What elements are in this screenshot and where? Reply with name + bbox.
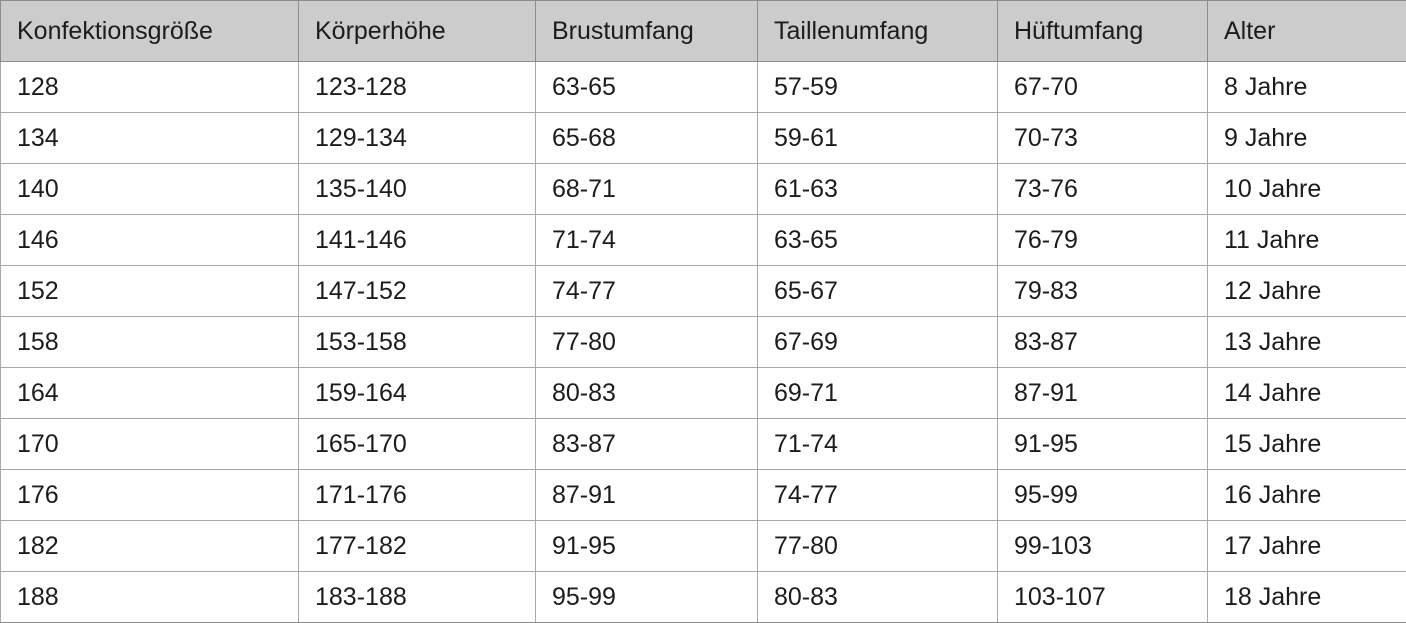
cell-hueftumfang: 67-70	[998, 62, 1208, 113]
cell-brustumfang: 80-83	[536, 368, 758, 419]
cell-alter: 10 Jahre	[1208, 164, 1406, 215]
cell-alter: 12 Jahre	[1208, 266, 1406, 317]
cell-brustumfang: 87-91	[536, 470, 758, 521]
cell-hueftumfang: 79-83	[998, 266, 1208, 317]
cell-konfektionsgroesse: 146	[1, 215, 299, 266]
cell-konfektionsgroesse: 164	[1, 368, 299, 419]
cell-hueftumfang: 103-107	[998, 572, 1208, 623]
cell-taillenumfang: 57-59	[758, 62, 998, 113]
cell-koerperhoehe: 147-152	[299, 266, 536, 317]
table-row	[1, 368, 1406, 419]
cell-konfektionsgroesse: 158	[1, 317, 299, 368]
table-row	[1, 62, 1406, 113]
cell-alter: 17 Jahre	[1208, 521, 1406, 572]
column-header-koerperhoehe: Körperhöhe	[299, 1, 536, 62]
cell-koerperhoehe: 159-164	[299, 368, 536, 419]
cell-koerperhoehe: 153-158	[299, 317, 536, 368]
cell-taillenumfang: 63-65	[758, 215, 998, 266]
cell-brustumfang: 91-95	[536, 521, 758, 572]
table-row	[1, 521, 1406, 572]
cell-hueftumfang: 70-73	[998, 113, 1208, 164]
table-row	[1, 572, 1406, 623]
cell-koerperhoehe: 123-128	[299, 62, 536, 113]
cell-taillenumfang: 71-74	[758, 419, 998, 470]
table-header-row	[1, 1, 1406, 62]
cell-alter: 18 Jahre	[1208, 572, 1406, 623]
cell-hueftumfang: 91-95	[998, 419, 1208, 470]
cell-taillenumfang: 80-83	[758, 572, 998, 623]
cell-konfektionsgroesse: 128	[1, 62, 299, 113]
cell-taillenumfang: 74-77	[758, 470, 998, 521]
cell-hueftumfang: 83-87	[998, 317, 1208, 368]
cell-alter: 11 Jahre	[1208, 215, 1406, 266]
cell-hueftumfang: 87-91	[998, 368, 1208, 419]
table-row	[1, 113, 1406, 164]
cell-taillenumfang: 69-71	[758, 368, 998, 419]
cell-taillenumfang: 59-61	[758, 113, 998, 164]
table-row	[1, 266, 1406, 317]
cell-konfektionsgroesse: 188	[1, 572, 299, 623]
cell-koerperhoehe: 177-182	[299, 521, 536, 572]
cell-konfektionsgroesse: 152	[1, 266, 299, 317]
column-header-brustumfang: Brustumfang	[536, 1, 758, 62]
cell-alter: 8 Jahre	[1208, 62, 1406, 113]
cell-brustumfang: 63-65	[536, 62, 758, 113]
column-header-taillenumfang: Taillenumfang	[758, 1, 998, 62]
cell-koerperhoehe: 165-170	[299, 419, 536, 470]
cell-brustumfang: 83-87	[536, 419, 758, 470]
cell-taillenumfang: 67-69	[758, 317, 998, 368]
cell-koerperhoehe: 141-146	[299, 215, 536, 266]
cell-brustumfang: 68-71	[536, 164, 758, 215]
cell-hueftumfang: 95-99	[998, 470, 1208, 521]
cell-brustumfang: 95-99	[536, 572, 758, 623]
column-header-hueftumfang: Hüftumfang	[998, 1, 1208, 62]
table-header	[1, 1, 1406, 62]
cell-hueftumfang: 73-76	[998, 164, 1208, 215]
cell-konfektionsgroesse: 140	[1, 164, 299, 215]
cell-taillenumfang: 61-63	[758, 164, 998, 215]
cell-alter: 13 Jahre	[1208, 317, 1406, 368]
cell-brustumfang: 74-77	[536, 266, 758, 317]
cell-alter: 16 Jahre	[1208, 470, 1406, 521]
cell-konfektionsgroesse: 176	[1, 470, 299, 521]
table-row	[1, 215, 1406, 266]
cell-alter: 14 Jahre	[1208, 368, 1406, 419]
table-row	[1, 470, 1406, 521]
column-header-alter: Alter	[1208, 1, 1406, 62]
column-header-konfektionsgroesse: Konfektionsgröße	[1, 1, 299, 62]
table-body	[1, 62, 1406, 623]
cell-taillenumfang: 77-80	[758, 521, 998, 572]
cell-brustumfang: 71-74	[536, 215, 758, 266]
cell-koerperhoehe: 171-176	[299, 470, 536, 521]
cell-taillenumfang: 65-67	[758, 266, 998, 317]
cell-alter: 9 Jahre	[1208, 113, 1406, 164]
table-row	[1, 419, 1406, 470]
cell-hueftumfang: 99-103	[998, 521, 1208, 572]
cell-koerperhoehe: 183-188	[299, 572, 536, 623]
cell-brustumfang: 65-68	[536, 113, 758, 164]
table-row	[1, 164, 1406, 215]
table-row	[1, 317, 1406, 368]
cell-koerperhoehe: 135-140	[299, 164, 536, 215]
cell-konfektionsgroesse: 134	[1, 113, 299, 164]
cell-alter: 15 Jahre	[1208, 419, 1406, 470]
cell-koerperhoehe: 129-134	[299, 113, 536, 164]
cell-konfektionsgroesse: 182	[1, 521, 299, 572]
cell-konfektionsgroesse: 170	[1, 419, 299, 470]
cell-hueftumfang: 76-79	[998, 215, 1208, 266]
cell-brustumfang: 77-80	[536, 317, 758, 368]
